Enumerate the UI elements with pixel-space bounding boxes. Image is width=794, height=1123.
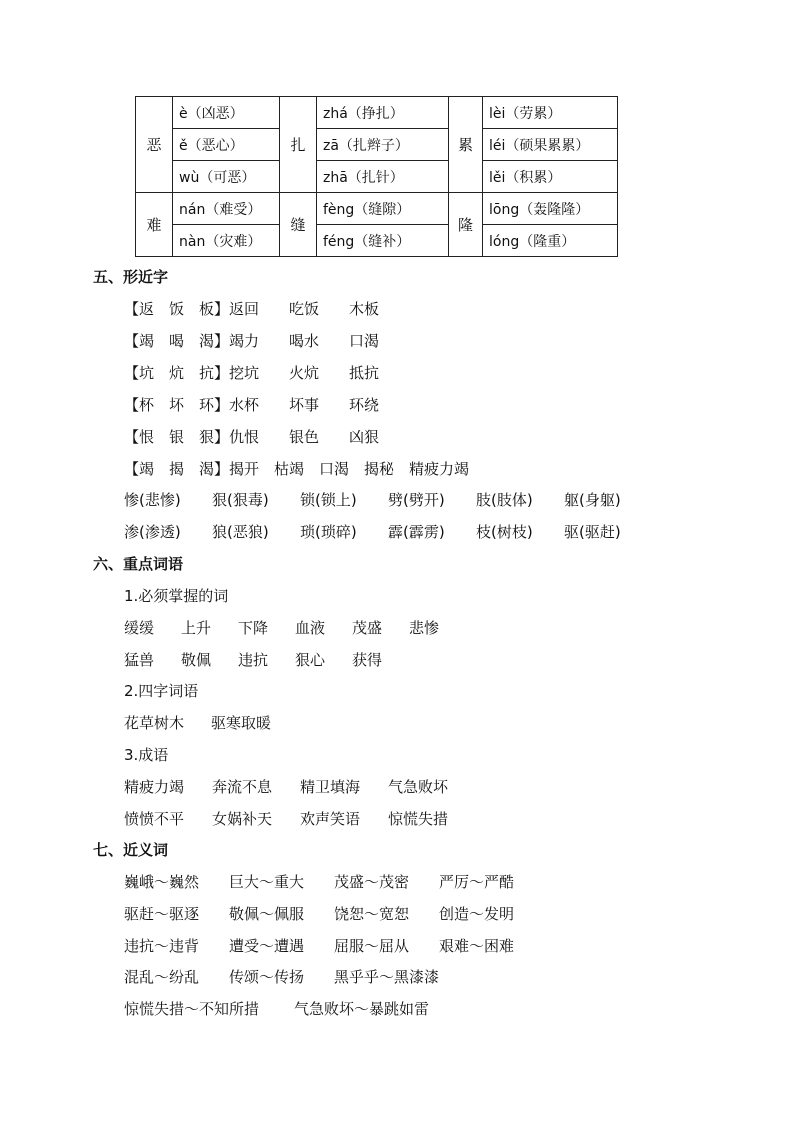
poly-reading: féng（缝补） [317,225,449,257]
similar-chars-line: 【杯 坏 环】水杯 坏事 环绕 [124,396,380,414]
poly-reading: nàn（灾难） [173,225,280,257]
similar-chars-line: 【坑 炕 抗】挖坑 火炕 抵抗 [124,364,380,382]
synonym-pair: 茂盛～茂密 [334,873,410,891]
word-row [124,712,271,733]
word: 上升 [181,619,212,637]
word: 悲惨 [409,619,440,637]
idiom: 欢声笑语 [300,810,361,828]
synonym-pair: 巍峨～巍然 [124,873,200,891]
poly-reading: nán（难受） [173,193,280,225]
synonym-pair: 巨大～重大 [229,873,305,891]
synonym-row [124,903,514,924]
synonym-pair: 屈服～屈从 [334,937,410,955]
synonym-row [124,935,514,956]
synonym-pair: 创造～发明 [439,905,515,923]
char-pair: 驱(驱赶) [564,523,621,541]
char-pair: 锁(锁上) [300,491,357,509]
synonym-pair: 黑乎乎～黑漆漆 [334,968,440,986]
poly-reading: è（凶恶） [173,97,280,129]
subsection-title: 3.成语 [124,746,169,764]
char-pair: 霹(霹雳) [388,523,445,541]
char-pair: 狼(恶狼) [212,523,269,541]
poly-reading: ě（恶心） [173,129,280,161]
synonym-row [124,966,439,987]
word-row [124,617,439,638]
char-pair: 躯(身躯) [564,491,621,509]
synonym-row [124,998,429,1019]
poly-char: 缝 [280,193,317,257]
similar-chars-line: 【竭 揭 渴】揭开 枯竭 口渴 揭秘 精疲力竭 [124,460,470,478]
synonym-pair: 艰难～困难 [439,937,515,955]
word-row [124,649,382,670]
synonym-pair: 混乱～纷乱 [124,968,200,986]
word: 敬佩 [181,651,212,669]
synonym-pair: 驱赶～驱逐 [124,905,200,923]
subsection-title: 2.四字词语 [124,682,199,700]
idiom-row [124,808,448,829]
similar-chars-line: 【恨 银 狠】仇恨 银色 凶狠 [124,428,380,446]
poly-reading: wù（可恶） [173,161,280,193]
poly-reading: lèi（劳累） [483,97,618,129]
poly-reading: zā（扎辫子） [317,129,449,161]
synonym-pair: 惊慌失措～不知所措 [124,1000,260,1018]
poly-reading: léi（硕果累累） [483,129,618,161]
idiom: 气急败坏 [388,778,449,796]
word: 违抗 [238,651,269,669]
word: 猛兽 [124,651,155,669]
word: 狠心 [295,651,326,669]
idiom: 愤愤不平 [124,810,185,828]
char-pair: 枝(树枝) [476,523,533,541]
idiom: 奔流不息 [212,778,273,796]
char-pair: 琐(琐碎) [300,523,357,541]
word: 缓缓 [124,619,155,637]
idiom: 精卫填海 [300,778,361,796]
poly-reading: lóng（隆重） [483,225,618,257]
poly-reading: lōng（轰隆隆） [483,193,618,225]
synonym-pair: 遭受～遭遇 [229,937,305,955]
poly-reading: zhā（扎针） [317,161,449,193]
idiom: 惊慌失措 [388,810,449,828]
section-title-key-words: 六、重点词语 [93,555,184,573]
poly-char: 扎 [280,97,317,193]
synonym-pair: 饶恕～宽恕 [334,905,410,923]
similar-chars-line: 【返 饭 板】返回 吃饭 木板 [124,300,380,318]
poly-reading: lěi（积累） [483,161,618,193]
char-pair: 劈(劈开) [388,491,445,509]
word: 驱寒取暖 [211,714,272,732]
synonym-pair: 敬佩～佩服 [229,905,305,923]
poly-char: 隆 [449,193,483,257]
poly-reading: fèng（缝隙） [317,193,449,225]
idiom-row [124,776,448,797]
char-pairs-row [124,489,621,510]
word: 获得 [352,651,383,669]
synonym-pair: 传颂～传扬 [229,968,305,986]
word: 下降 [238,619,269,637]
section-title-synonyms: 七、近义词 [93,841,169,859]
char-pairs-row [124,521,621,542]
synonym-pair: 严厉～严酷 [439,873,515,891]
idiom: 女娲补天 [212,810,273,828]
poly-char: 难 [136,193,173,257]
char-pair: 惨(悲惨) [124,491,181,509]
synonym-pair: 气急败坏～暴跳如雷 [294,1000,430,1018]
idiom: 精疲力竭 [124,778,185,796]
subsection-title: 1.必须掌握的词 [124,587,229,605]
char-pair: 肢(肢体) [476,491,533,509]
poly-char: 累 [449,97,483,193]
word: 花草树木 [124,714,185,732]
word: 血液 [295,619,326,637]
synonym-row [124,871,514,892]
section-title-similar-chars: 五、形近字 [93,268,169,286]
poly-reading: zhá（挣扎） [317,97,449,129]
polyphone-table [135,96,618,257]
synonym-pair: 违抗～违背 [124,937,200,955]
similar-chars-line: 【竭 喝 渴】竭力 喝水 口渴 [124,332,380,350]
char-pair: 狠(狠毒) [212,491,269,509]
poly-char: 恶 [136,97,173,193]
char-pair: 渗(渗透) [124,523,181,541]
word: 茂盛 [352,619,383,637]
